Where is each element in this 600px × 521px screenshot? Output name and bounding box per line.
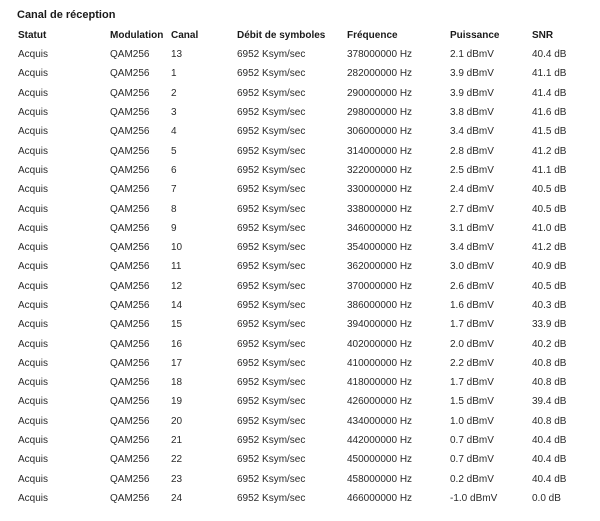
channel-cell: 5 bbox=[171, 145, 177, 157]
status-cell: Acquis bbox=[18, 261, 49, 273]
frequency-cell: 290000000 Hz bbox=[347, 87, 413, 99]
frequency-cell: 346000000 Hz bbox=[347, 222, 413, 234]
power-cell: -1.0 dBmV bbox=[450, 492, 498, 504]
symbol-rate-cell: 6952 Ksym/sec bbox=[237, 300, 306, 311]
table-row bbox=[0, 64, 600, 83]
snr-cell: 40.5 dB bbox=[532, 203, 567, 215]
modulation-cell: QAM256 bbox=[110, 338, 150, 350]
table-row bbox=[0, 257, 600, 276]
frequency-cell: 354000000 Hz bbox=[347, 242, 413, 254]
symbol-rate-cell: 6952 Ksym/sec bbox=[237, 222, 306, 234]
table-row bbox=[0, 219, 600, 238]
status-cell: Acquis bbox=[18, 435, 49, 447]
channel-cell: 2 bbox=[171, 87, 177, 99]
status-cell: Acquis bbox=[18, 184, 49, 196]
power-cell: 1.7 dBmV bbox=[450, 319, 494, 331]
channel-cell: 12 bbox=[171, 280, 183, 292]
status-cell: Acquis bbox=[18, 473, 49, 485]
column-header-modulation: Modulation bbox=[110, 30, 164, 41]
table-row bbox=[0, 122, 600, 141]
symbol-rate-cell: 6952 Ksym/sec bbox=[237, 415, 306, 427]
section-title: Canal de réception bbox=[17, 9, 116, 21]
power-cell: 1.5 dBmV bbox=[450, 396, 494, 408]
modulation-cell: QAM256 bbox=[110, 203, 150, 215]
snr-cell: 41.2 dB bbox=[532, 145, 567, 157]
snr-cell: 33.9 dB bbox=[532, 319, 567, 331]
power-cell: 2.8 dBmV bbox=[450, 145, 494, 157]
frequency-cell: 330000000 Hz bbox=[347, 184, 413, 196]
snr-cell: 41.5 dB bbox=[532, 126, 567, 138]
snr-cell: 41.2 dB bbox=[532, 242, 567, 254]
frequency-cell: 306000000 Hz bbox=[347, 126, 413, 138]
snr-cell: 0.0 dB bbox=[532, 492, 561, 504]
symbol-rate-cell: 6952 Ksym/sec bbox=[237, 107, 306, 119]
table-row bbox=[0, 296, 600, 315]
symbol-rate-cell: 6952 Ksym/sec bbox=[237, 357, 306, 369]
snr-cell: 40.4 dB bbox=[532, 435, 567, 447]
status-cell: Acquis bbox=[18, 107, 49, 119]
modulation-cell: QAM256 bbox=[110, 126, 150, 138]
power-cell: 2.5 dBmV bbox=[450, 164, 494, 176]
status-cell: Acquis bbox=[18, 164, 49, 176]
modulation-cell: QAM256 bbox=[110, 300, 150, 311]
frequency-cell: 370000000 Hz bbox=[347, 280, 413, 292]
table-row bbox=[0, 84, 600, 103]
table-row bbox=[0, 315, 600, 334]
symbol-rate-cell: 6952 Ksym/sec bbox=[237, 184, 306, 196]
table-row bbox=[0, 373, 600, 392]
status-cell: Acquis bbox=[18, 68, 49, 80]
modulation-cell: QAM256 bbox=[110, 222, 150, 234]
snr-cell: 40.5 dB bbox=[532, 280, 567, 292]
table-row bbox=[0, 161, 600, 180]
table-row bbox=[0, 277, 600, 296]
symbol-rate-cell: 6952 Ksym/sec bbox=[237, 473, 306, 485]
channel-cell: 8 bbox=[171, 203, 177, 215]
modulation-cell: QAM256 bbox=[110, 492, 150, 504]
modulation-cell: QAM256 bbox=[110, 164, 150, 176]
status-cell: Acquis bbox=[18, 396, 49, 408]
modulation-cell: QAM256 bbox=[110, 49, 150, 61]
frequency-cell: 442000000 Hz bbox=[347, 435, 413, 447]
power-cell: 0.7 dBmV bbox=[450, 435, 494, 447]
power-cell: 1.7 dBmV bbox=[450, 377, 494, 389]
symbol-rate-cell: 6952 Ksym/sec bbox=[237, 377, 306, 389]
modulation-cell: QAM256 bbox=[110, 107, 150, 119]
modulation-cell: QAM256 bbox=[110, 454, 150, 466]
table-row bbox=[0, 470, 600, 489]
symbol-rate-cell: 6952 Ksym/sec bbox=[237, 145, 306, 157]
status-cell: Acquis bbox=[18, 222, 49, 234]
modulation-cell: QAM256 bbox=[110, 415, 150, 427]
power-cell: 3.9 dBmV bbox=[450, 87, 494, 99]
table-row bbox=[0, 354, 600, 373]
status-cell: Acquis bbox=[18, 357, 49, 369]
table-row bbox=[0, 489, 600, 508]
channel-cell: 4 bbox=[171, 126, 177, 138]
frequency-cell: 402000000 Hz bbox=[347, 338, 413, 350]
snr-cell: 40.2 dB bbox=[532, 338, 567, 350]
channel-cell: 3 bbox=[171, 107, 177, 119]
symbol-rate-cell: 6952 Ksym/sec bbox=[237, 492, 306, 504]
modulation-cell: QAM256 bbox=[110, 357, 150, 369]
channel-cell: 20 bbox=[171, 415, 183, 427]
symbol-rate-cell: 6952 Ksym/sec bbox=[237, 261, 306, 273]
symbol-rate-cell: 6952 Ksym/sec bbox=[237, 435, 306, 447]
snr-cell: 41.6 dB bbox=[532, 107, 567, 119]
table-row bbox=[0, 141, 600, 160]
power-cell: 1.6 dBmV bbox=[450, 300, 494, 311]
snr-cell: 40.9 dB bbox=[532, 261, 567, 273]
channel-cell: 21 bbox=[171, 435, 183, 447]
modulation-cell: QAM256 bbox=[110, 319, 150, 331]
modulation-cell: QAM256 bbox=[110, 377, 150, 389]
channel-cell: 9 bbox=[171, 222, 177, 234]
status-cell: Acquis bbox=[18, 338, 49, 350]
symbol-rate-cell: 6952 Ksym/sec bbox=[237, 242, 306, 254]
table-row bbox=[0, 180, 600, 199]
channel-cell: 23 bbox=[171, 473, 183, 485]
status-cell: Acquis bbox=[18, 300, 49, 311]
power-cell: 1.0 dBmV bbox=[450, 415, 494, 427]
channel-cell: 11 bbox=[171, 261, 182, 273]
frequency-cell: 434000000 Hz bbox=[347, 415, 413, 427]
power-cell: 2.7 dBmV bbox=[450, 203, 494, 215]
channel-cell: 6 bbox=[171, 164, 177, 176]
channel-cell: 22 bbox=[171, 454, 183, 466]
modulation-cell: QAM256 bbox=[110, 145, 150, 157]
symbol-rate-cell: 6952 Ksym/sec bbox=[237, 126, 306, 138]
column-header-snr: SNR bbox=[532, 30, 554, 41]
table-row bbox=[0, 412, 600, 431]
channel-cell: 7 bbox=[171, 184, 177, 196]
table-row bbox=[0, 238, 600, 257]
modulation-cell: QAM256 bbox=[110, 68, 150, 80]
column-header-statut: Statut bbox=[18, 30, 47, 41]
power-cell: 3.1 dBmV bbox=[450, 222, 494, 234]
symbol-rate-cell: 6952 Ksym/sec bbox=[237, 164, 306, 176]
snr-cell: 40.3 dB bbox=[532, 300, 567, 311]
frequency-cell: 282000000 Hz bbox=[347, 68, 413, 80]
snr-cell: 41.1 dB bbox=[532, 68, 567, 80]
snr-cell: 40.8 dB bbox=[532, 415, 567, 427]
table-row bbox=[0, 431, 600, 450]
power-cell: 2.0 dBmV bbox=[450, 338, 494, 350]
table-row bbox=[0, 450, 600, 469]
power-cell: 3.0 dBmV bbox=[450, 261, 494, 273]
channel-cell: 15 bbox=[171, 319, 183, 331]
symbol-rate-cell: 6952 Ksym/sec bbox=[237, 338, 306, 350]
modulation-cell: QAM256 bbox=[110, 473, 150, 485]
status-cell: Acquis bbox=[18, 203, 49, 215]
frequency-cell: 322000000 Hz bbox=[347, 164, 413, 176]
frequency-cell: 362000000 Hz bbox=[347, 261, 413, 273]
status-cell: Acquis bbox=[18, 415, 49, 427]
frequency-cell: 338000000 Hz bbox=[347, 203, 413, 215]
symbol-rate-cell: 6952 Ksym/sec bbox=[237, 68, 306, 80]
frequency-cell: 314000000 Hz bbox=[347, 145, 413, 157]
power-cell: 0.7 dBmV bbox=[450, 454, 494, 466]
status-cell: Acquis bbox=[18, 280, 49, 292]
power-cell: 3.9 dBmV bbox=[450, 68, 494, 80]
symbol-rate-cell: 6952 Ksym/sec bbox=[237, 87, 306, 99]
power-cell: 3.4 dBmV bbox=[450, 126, 494, 138]
modulation-cell: QAM256 bbox=[110, 261, 150, 273]
table-row bbox=[0, 392, 600, 411]
symbol-rate-cell: 6952 Ksym/sec bbox=[237, 319, 306, 331]
status-cell: Acquis bbox=[18, 145, 49, 157]
frequency-cell: 418000000 Hz bbox=[347, 377, 413, 389]
snr-cell: 40.4 dB bbox=[532, 49, 567, 61]
frequency-cell: 298000000 Hz bbox=[347, 107, 413, 119]
column-header-canal: Canal bbox=[171, 30, 199, 41]
channel-cell: 16 bbox=[171, 338, 183, 350]
table-row bbox=[0, 334, 600, 353]
table-row bbox=[0, 103, 600, 122]
status-cell: Acquis bbox=[18, 492, 49, 504]
symbol-rate-cell: 6952 Ksym/sec bbox=[237, 203, 306, 215]
modulation-cell: QAM256 bbox=[110, 396, 150, 408]
channel-cell: 18 bbox=[171, 377, 183, 389]
modulation-cell: QAM256 bbox=[110, 242, 150, 254]
channel-cell: 13 bbox=[171, 49, 183, 61]
snr-cell: 41.0 dB bbox=[532, 222, 567, 234]
downstream-channel-table bbox=[0, 26, 600, 508]
frequency-cell: 466000000 Hz bbox=[347, 492, 413, 504]
channel-cell: 10 bbox=[171, 242, 183, 254]
power-cell: 3.8 dBmV bbox=[450, 107, 494, 119]
frequency-cell: 394000000 Hz bbox=[347, 319, 413, 331]
status-cell: Acquis bbox=[18, 319, 49, 331]
channel-cell: 14 bbox=[171, 300, 183, 311]
power-cell: 2.4 dBmV bbox=[450, 184, 494, 196]
channel-cell: 17 bbox=[171, 357, 183, 369]
symbol-rate-cell: 6952 Ksym/sec bbox=[237, 49, 306, 61]
power-cell: 2.1 dBmV bbox=[450, 49, 494, 61]
modulation-cell: QAM256 bbox=[110, 87, 150, 99]
status-cell: Acquis bbox=[18, 49, 49, 61]
table-header-row bbox=[0, 26, 600, 45]
frequency-cell: 426000000 Hz bbox=[347, 396, 413, 408]
modulation-cell: QAM256 bbox=[110, 184, 150, 196]
channel-cell: 19 bbox=[171, 396, 183, 408]
power-cell: 2.6 dBmV bbox=[450, 280, 494, 292]
power-cell: 3.4 dBmV bbox=[450, 242, 494, 254]
symbol-rate-cell: 6952 Ksym/sec bbox=[237, 396, 306, 408]
status-cell: Acquis bbox=[18, 242, 49, 254]
table-body bbox=[0, 45, 600, 508]
frequency-cell: 410000000 Hz bbox=[347, 357, 413, 369]
frequency-cell: 386000000 Hz bbox=[347, 300, 413, 311]
channel-cell: 24 bbox=[171, 492, 183, 504]
frequency-cell: 450000000 Hz bbox=[347, 454, 413, 466]
column-header-debit: Débit de symboles bbox=[237, 30, 326, 41]
snr-cell: 41.4 dB bbox=[532, 87, 567, 99]
snr-cell: 40.4 dB bbox=[532, 454, 567, 466]
power-cell: 0.2 dBmV bbox=[450, 473, 494, 485]
snr-cell: 41.1 dB bbox=[532, 164, 567, 176]
status-cell: Acquis bbox=[18, 126, 49, 138]
modulation-cell: QAM256 bbox=[110, 280, 150, 292]
channel-cell: 1 bbox=[171, 68, 177, 80]
status-cell: Acquis bbox=[18, 377, 49, 389]
snr-cell: 40.8 dB bbox=[532, 357, 567, 369]
snr-cell: 39.4 dB bbox=[532, 396, 567, 408]
symbol-rate-cell: 6952 Ksym/sec bbox=[237, 280, 306, 292]
table-row bbox=[0, 199, 600, 218]
power-cell: 2.2 dBmV bbox=[450, 357, 494, 369]
column-header-frequence: Fréquence bbox=[347, 30, 398, 41]
frequency-cell: 378000000 Hz bbox=[347, 49, 413, 61]
column-header-puissance: Puissance bbox=[450, 30, 500, 41]
status-cell: Acquis bbox=[18, 87, 49, 99]
table-row bbox=[0, 45, 600, 64]
status-cell: Acquis bbox=[18, 454, 49, 466]
snr-cell: 40.4 dB bbox=[532, 473, 567, 485]
frequency-cell: 458000000 Hz bbox=[347, 473, 413, 485]
snr-cell: 40.5 dB bbox=[532, 184, 567, 196]
snr-cell: 40.8 dB bbox=[532, 377, 567, 389]
symbol-rate-cell: 6952 Ksym/sec bbox=[237, 454, 306, 466]
modulation-cell: QAM256 bbox=[110, 435, 150, 447]
